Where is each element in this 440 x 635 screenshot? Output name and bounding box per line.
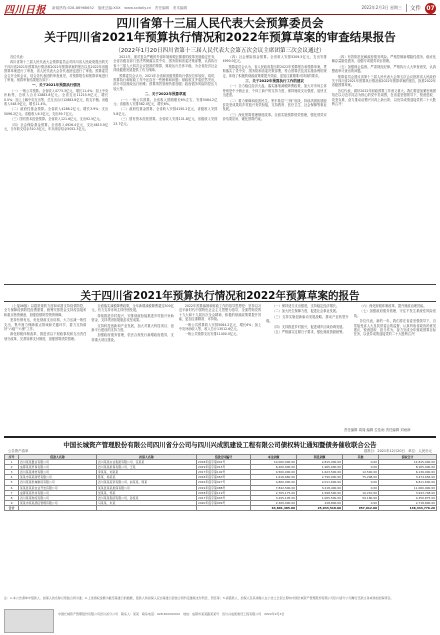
issue-date: 2022年2月3日 星期三 — [361, 5, 402, 10]
article1-paragraph: 2021年，面对复杂严峻的外部环境和艰巨繁重的改革发展稳定任务，全省各级各部门坚决贯彻落实党中央、国务院和省委决策部署，认真执行省十三届人大四次会议批准的预算，财政运行总体平稳，为全省经济社会持续健康发展提供了有力保障。 — [113, 55, 218, 73]
table-cell: 75,298.00 — [343, 475, 379, 480]
article2-paragraph: 深化财税体制改革，推进省以下财政事权和支出责任划分改革，完善转移支付制度，加强预算绩效管理。 — [4, 332, 87, 341]
table-total-row — [5, 505, 437, 510]
table-cell: 4,500,000.00 — [251, 470, 297, 475]
asset-list-table — [4, 454, 437, 511]
table-cell: 四川某某担保有限公司、王某 — [97, 465, 197, 470]
table-cell: 2018年借字第119号 — [197, 490, 251, 495]
article2-column — [4, 304, 86, 426]
table-cell: 4,350,875.00 — [379, 495, 437, 500]
table-cell: 四川某某集团有限公司、孙某某 — [97, 495, 197, 500]
article1-paragraph: （四）有效防范化解政府债务风险。严格控制新增隐性债务，稳妥化解存量隐性债务，加强专项债券项目管理。 — [331, 55, 436, 64]
article2-paragraph: （二）加大民生保障力度，促进社会事业发展。 — [272, 309, 340, 314]
article2-column — [91, 304, 173, 426]
table-cell: 10,210.00 — [343, 490, 379, 495]
table-cell: 1 — [5, 460, 19, 465]
article2-paragraph: （三）支持实施创新驱动发展战略，推动产业转型升级。 — [266, 314, 349, 324]
table-header-cell: 债权合计 — [379, 455, 437, 460]
table-cell: 2017年借字第102号 — [197, 470, 251, 475]
section-label: 文件 — [406, 4, 421, 12]
article1-paragraph: 预算委员会认为，2021年全省和省级预算执行情况总体较好。同时，预算执行和财政工作中还存在一些困难和问题：财政收支矛盾依然突出，部分市县财政运行困难；预算绩效管理仍需加强；政府债务风险防控压力较大等。 — [113, 73, 218, 91]
table-cell: 2019年借字第015号 — [197, 465, 251, 470]
table-cell: 吴某某、郑某 — [97, 490, 197, 495]
table-cell: 4 — [5, 475, 19, 480]
article2-paragraph: 坚持有保有压，优化财政支出结构，大力压减一般性支出，集中财力保障重点领域和关键环节，着力支持做好“六稳”“六保”工作。 — [4, 318, 87, 332]
article1-subtitle: （2022年1月20日四川省第十三届人民代表大会第五次会议主席团第三次会议通过） — [115, 48, 325, 54]
article1-column — [223, 55, 327, 281]
table-header-cell: 借款合同编号 — [197, 455, 251, 460]
table-cell: 25,943,518.00 — [297, 505, 343, 510]
masthead — [4, 2, 436, 15]
article2-paragraph: （四）支持推进乡村振兴，促进城乡区域协调发展。 — [272, 324, 346, 329]
table-cell: 2,815,000.00 — [297, 460, 343, 465]
table-cell: 某某市某某酒店管理有限公司 — [19, 500, 97, 505]
article2-title: 关于四川省2021年预算执行情况和2022年预算草案的报告 — [80, 290, 360, 302]
article1-title-line1: 四川省第十三届人民代表大会预算委员会 — [116, 16, 324, 30]
table-cell: 四川某某机械制造有限公司 — [19, 480, 97, 485]
article1-title-line2: 关于四川省2021年预算执行情况和2022年预算草案的审查结果报告 — [44, 30, 396, 44]
divider — [4, 436, 436, 438]
editor-signature: 责任编辑 周闻 编辑 位佳雨 责任编辑 刘雨润 — [344, 428, 411, 432]
table-cell: 1,965,000.00 — [297, 465, 343, 470]
article1-paragraph: 各位代表，做好2022年财政预算工作意义重大。我们要更加紧密地团结在以习近平同志为核心的党中央周围，在省委坚强领导下，锐意进取、攻坚克难，奋力推动治蜀兴川再上新台阶，以优异成绩迎接党的二十大胜利召开！ — [331, 88, 436, 107]
article1-paragraph: 各位代表： — [10, 55, 26, 59]
table-cell: 3,295,195.00 — [251, 495, 297, 500]
article2-body — [4, 304, 436, 426]
table-cell: 某某市某某商贸有限公司 — [19, 475, 97, 480]
notice-subheader — [4, 448, 436, 453]
table-cell — [197, 505, 251, 510]
article1-paragraph: 四川省第十三届人民代表大会预算委员会对四川省人民政府提出的关于四川省2021年预算执行情况和2022年预算草案的报告以及2022年省级预算草案进行了审查，省人民代表大会各代表团也进行了审查。预算委员会召开全体会议，结合各代表团的审查意见，对预算报告和预算草案进行了审查。现将审查结果报告如下： — [4, 60, 109, 83]
table-cell: 四川某某投资有限公司、赵某某、周某 — [97, 480, 197, 485]
table-cell: 0.00 — [343, 485, 379, 490]
table-header-cell: 本金余额 — [251, 455, 297, 460]
table-cell: 0.00 — [343, 500, 379, 505]
table-cell: 0.00 — [343, 460, 379, 465]
table-cell: 8 — [5, 495, 19, 500]
table-cell: 1,616,660.00 — [251, 475, 297, 480]
article2-paragraph: （六）深化财税体制改革，提升财政治理效能。 — [359, 304, 427, 308]
table-cell: 马某某、朱某 — [97, 500, 197, 505]
table-cell — [97, 505, 197, 510]
article1-paragraph: （三）深化预算管理制度改革。全面实施预算绩效管理，强化绩效评价结果应用，硬化预算约束。 — [222, 112, 327, 122]
article1-paragraph: （五）加强财会监督。严肃财经纪律，严格执行人大审查意见，认真整改审计查出的问题。 — [331, 64, 436, 74]
table-cell: 6 — [5, 485, 19, 490]
article2-paragraph: 加强政府债务管理，依法合规发行新增政府债券，支持重大项目建设。 — [91, 333, 174, 342]
table-cell: 2018年借字第063号 — [197, 475, 251, 480]
table-cell: 2,765,175.00 — [251, 490, 297, 495]
page-number-badge: 07 — [426, 4, 435, 12]
table-cell: 2,718,800.00 — [379, 500, 437, 505]
table-cell: 957,012.00 — [343, 505, 379, 510]
article1-column — [332, 55, 436, 281]
article1-paragraph: （三）国有资本经营预算。全省收入安排101.8亿元，省级收入安排23.7亿元。 — [113, 117, 218, 126]
table-cell: 四川某某建材有限公司 — [19, 470, 97, 475]
table-cell: 1,623,500.00 — [297, 470, 343, 475]
table-cell: 3 — [5, 470, 19, 475]
table-cell: 四川某某置业有限公司 — [19, 460, 97, 465]
table-cell: 148,343,776.26 — [379, 505, 437, 510]
article1-paragraph: 预算委员会认为，省人民政府提出的2022年预算报告和预算草案，贯彻落实了党中央、国务院和省委决策部署，符合预算法及其实施条例的规定，体现了积极的财政政策要提升效能、更加注重精准可持续的要求。 — [222, 64, 327, 78]
table-cell: 418,800.00 — [297, 500, 343, 505]
article1-paragraph: （四）社会保险基金预算。全省收入4926.4亿元，支出4615.9亿元，当年收支结余310.5亿元，年末滚存结余5052.3亿元。 — [4, 122, 109, 132]
article1-paragraph: （一）全力稳住经济大盘。落实落细减税降费政策，加大对市场主体特别是中小微企业、个体工商户的支持力度，保持财政支出强度，加快支出进度。 — [222, 84, 327, 98]
notice-qr-image — [4, 609, 54, 633]
table-cell: 5 — [5, 480, 19, 485]
notice-basis-date: 基准日：2021年12月20日 单位：人民币元 — [363, 449, 432, 453]
article2-paragraph: 支持科技创新和产业发展，加大对重大科技项目、创新平台建设的支持力度。 — [91, 323, 174, 333]
article2-paragraph: 一般公共预算收入安排5064.2亿元，增长6%；加上中央补助收入等，收入总计13012.6亿元。 — [178, 322, 262, 332]
table-cell: 50,180.00 — [343, 495, 379, 500]
table-cell: 成都某某贸易有限公司 — [19, 465, 97, 470]
table-cell: 成都某某科技有限公司 — [19, 490, 97, 495]
article1-paragraph: （二）着力保障和改善民生。兜牢基层“三保”底线，持续巩固拓展脱贫攻坚成果同乡村振兴有效衔接，支持教育、医疗卫生、社会保障等事业发展。 — [222, 98, 327, 112]
article1-paragraph: （一）一般公共预算。全省收入预期增长6%左右，安排5064.2亿元；省级收入安排582.0亿元，增长6%。 — [113, 97, 218, 107]
table-cell: 2017年借字第045号 — [197, 495, 251, 500]
article2-column — [354, 304, 436, 426]
article1-paragraph: 三、关于2022年预算执行工作的建议 — [245, 79, 304, 84]
table-cell: 2 — [5, 465, 19, 470]
table-cell: 2020年借字第009号 — [197, 500, 251, 505]
table-cell: 四川某某实业集团有限公司、张某某 — [97, 460, 197, 465]
article1-paragraph: 一、关于2021年预算执行情况 — [32, 83, 81, 88]
article2-column — [179, 304, 261, 426]
table-cell: 李某某、刘某某 — [97, 470, 197, 475]
table-cell: 某某县某某农业开发有限公司 — [19, 485, 97, 490]
divider — [4, 301, 436, 302]
notice-contact: 中国长城资产管理股份有限公司四川省分公司 联系人：某某 联系电话：028-8XXXXXXX 地址：成都市某某路某某号 四川兴成凯建设工程有限公司 2022年2月3日 — [58, 612, 285, 616]
table-cell: 3,218,400.00 — [297, 485, 343, 490]
article2-paragraph: 全面落实减税降费政策，全年新增减税降费超过500亿元，有力支持市场主体纾困发展。 — [91, 304, 174, 313]
table-header-cell: 担保人名称 — [97, 455, 197, 460]
article1-column — [4, 55, 108, 281]
table-cell: 7 — [5, 490, 19, 495]
article1-paragraph: （二）政府性基金预算。全省收入安排4150.2亿元，省级收入安排5.8亿元。 — [113, 107, 218, 116]
article1-paragraph: （二）政府性基金预算。全省收入4286.2亿元，增长3.9%；支出5096.2亿元。省级收入6.3亿元，支出59.7亿元。 — [4, 107, 109, 116]
article1-paragraph: 预算委员会建议省第十三届人民代表大会第五次会议批准省人民政府关于四川省2021年预算执行情况和2022年预算草案的报告，批准2022年省级预算草案。 — [331, 74, 436, 88]
article2-column — [266, 304, 348, 426]
article2-paragraph: （七）加强政府债务管理，守住不发生系统性风险底线。 — [353, 309, 437, 318]
divider — [4, 284, 436, 285]
article1-paragraph: 二、关于2022年预算草案 — [144, 92, 186, 97]
table-cell: 1,005,500.00 — [297, 495, 343, 500]
table-header-cell: 序号 — [5, 455, 19, 460]
table-cell: 9 — [5, 500, 19, 505]
table-cell: 陈某、杨某某 — [97, 475, 197, 480]
newspaper-logo: 四川日报 — [4, 4, 46, 16]
notice-list-label: 公告资产清单 — [8, 449, 29, 453]
table-cell: 某某县某某担保有限公司 — [97, 485, 197, 490]
table-cell: 2,790,000.00 — [297, 475, 343, 480]
table-cell: 2019年借字第088号 — [197, 485, 251, 490]
table-cell: 63,801,485.00 — [251, 505, 297, 510]
table-cell: 12,500.00 — [343, 470, 379, 475]
table-cell: 2018年借字第001号 — [197, 460, 251, 465]
table-header-cell: 借款人名称 — [19, 455, 97, 460]
table-cell: 四川某某物流有限公司 — [19, 495, 97, 500]
table-cell — [19, 505, 97, 510]
article1-paragraph: （三）国有资本经营预算。全省收入121.6亿元，支出92.5亿元。 — [10, 117, 103, 122]
table-cell: 4,800,000.00 — [251, 480, 297, 485]
table-header-cell: 利息余额 — [297, 455, 343, 460]
masthead-info: 新闻热线:028-86968652 值班总编:XXX www.scdaily.cn 责任编辑 美术编辑 — [52, 5, 188, 10]
article2-paragraph: 一般公共预算支出安排11400.0亿元。 — [184, 332, 240, 337]
article1-body — [4, 55, 436, 281]
table-cell: 0.00 — [343, 465, 379, 470]
table-cell: 6,811,600.00 — [379, 480, 437, 485]
table-cell: 合计 — [5, 505, 19, 510]
table-cell: 2016年借字第027号 — [197, 480, 251, 485]
table-cell: 8,165,000.00 — [379, 465, 437, 470]
article2-paragraph: 持续推进乡村振兴，安排财政衔接推进乡村振兴补助资金，支持巩固拓展脱贫攻坚成果。 — [91, 313, 174, 323]
article2-paragraph: 2022年预算编制和财政工作的指导思想是：坚持以习近平新时代中国特色社会主义思想为指导，全面贯彻党的十九大和十九届历次全会精神，积极的财政政策要提升效能，更加注重精准、可持续。 — [178, 304, 262, 322]
table-cell: 11,060,900.00 — [379, 485, 437, 490]
article2-paragraph: （一）保持适当支出强度，支持稳定经济增长。 — [272, 304, 340, 308]
table-cell: 3,474,656.00 — [379, 475, 437, 480]
table-cell: 1,598,500.00 — [297, 490, 343, 495]
article2-paragraph: （五）严格落实过紧日子要求，强化财政资源统筹。 — [272, 330, 346, 335]
article1-paragraph: （一）一般公共预算。全省收入4773.3亿元，增长11.4%；加上中央补助等，总收入合计12883.8亿元。全省支出11215.9亿元，增长0.5%；加上上解中央支出等，总支出合计12883.8亿元，收支平衡。省级收入548.9亿元，增长11.4%。 — [4, 88, 109, 107]
article1-paragraph: （四）社会保险基金预算。全省收入安排5209.5亿元，支出安排4990.0亿元。 — [222, 55, 327, 64]
table-cell: 0.00 — [343, 480, 379, 485]
table-cell: 6,136,000.00 — [379, 470, 437, 475]
table-cell: 7,842,500.00 — [251, 485, 297, 490]
table-cell: 6,200,000.00 — [251, 465, 297, 470]
article2-paragraph: （上接06版）以超常规的力度和举措支持疫情防控，全力保障疫情防控经费需要，统筹安排资金支持疫苗接种和重点物资储备，加强疫情防控物资保障。 — [4, 304, 87, 317]
table-cell: 2,300,000.00 — [251, 500, 297, 505]
table-header-cell: 其他 — [343, 455, 379, 460]
notice-title: 中国长城资产管理股份有限公司四川省分公司与四川兴成凯建设工程有限公司债权转让通知暨债务催收联合公告 — [63, 441, 377, 449]
article1-column — [113, 55, 217, 281]
table-cell: 12,815,000.00 — [379, 460, 437, 465]
table-cell: 3,943,748.00 — [379, 490, 437, 495]
table-cell: 2,011,600.00 — [297, 480, 343, 485]
notice-footnote: 注：1.本公告清单中借款人、担保人的名称以原始合同为准；2.上述债权金额为截至基准日的数额，借款人和担保人应自基准日起按合同约定继续支付利息、罚息等；3.请借款人、担保人及其承继人在公告之日起立即向中国长城资产管理股份有限公司四川省分公司履行还款义务或承担担保责任。 — [4, 596, 394, 600]
article2-paragraph: 各位代表，新的一年，我们将在省委坚强领导下，自觉接受省人大及其常委会的监督，认真听取省政协的意见建议，锐意进取、担当作为，奋力完成全年财政预算目标任务，以优异成绩迎接党的二十大胜利召开！ — [353, 319, 437, 337]
table-cell: 10,000,000.00 — [251, 460, 297, 465]
